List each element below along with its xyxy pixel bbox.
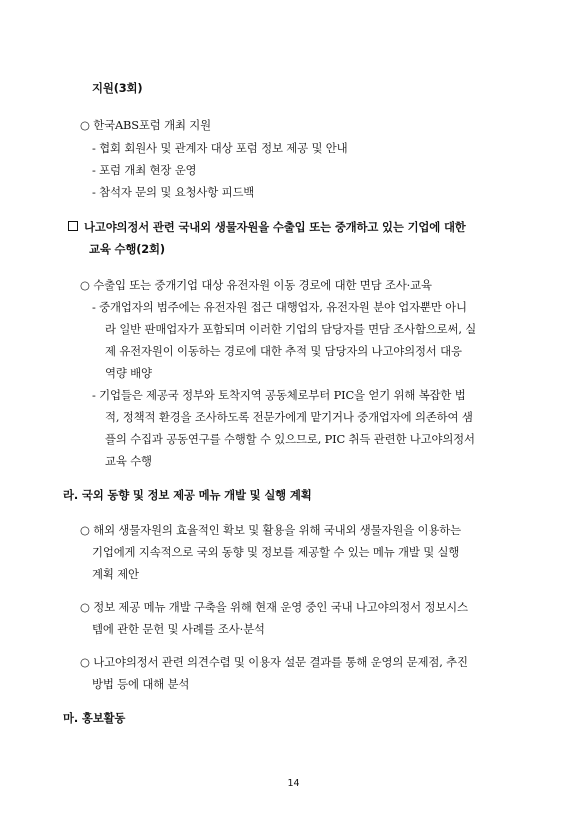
bullet-item-cont: 방법 등에 대해 분석 [92, 677, 190, 691]
dash-item: - 중개업자의 범주에는 유전자원 접근 대행업자, 유전자원 분야 업자뿐만 아니 [92, 300, 467, 314]
dash-item-cont: 라 일반 판매업자가 포함되며 이러한 기업의 담당자를 면담 조사함으로써, 실 [105, 322, 477, 336]
square-heading-cont: 교육 수행(2회) [89, 242, 165, 256]
dash-item-cont: 제 유전자원이 이동하는 경로에 대한 추적 및 담당자의 나고야의정서 대응 [105, 344, 462, 358]
bullet-item: ○ 수출입 또는 중개기업 대상 유전자원 이동 경로에 대한 면담 조사·교육 [80, 278, 432, 292]
dash-item: - 포럼 개최 현장 운영 [92, 163, 197, 177]
dash-item-cont: 적, 정책적 환경을 조사하도록 전문가에게 맡기거나 중개업자에 의존하여 샘 [105, 410, 473, 424]
dash-item-cont: 역량 배양 [105, 366, 152, 380]
bullet-item-cont: 계획 제안 [92, 567, 139, 581]
dash-item: - 참석자 문의 및 요청사항 피드백 [92, 185, 255, 199]
bullet-item-cont: 기업에게 지속적으로 국외 동향 및 정보를 제공할 수 있는 메뉴 개발 및 실행 [92, 545, 460, 559]
bullet-item: ○ 해외 생물자원의 효율적인 확보 및 활용을 위해 국내외 생물자원을 이용하는 [80, 523, 461, 537]
square-heading: 나고야의정서 관련 국내외 생물자원을 수출입 또는 중개하고 있는 기업에 대한 [68, 219, 466, 235]
checkbox-square-icon [68, 221, 78, 231]
page-number: 14 [287, 778, 300, 789]
bullet-item: ○ 한국ABS포럼 개최 지원 [80, 118, 211, 132]
section-heading-continued: 지원(3회) [92, 81, 143, 95]
bullet-item: ○ 정보 제공 메뉴 개발 구축을 위해 현재 운영 중인 국내 나고야의정서 정보시스 [80, 600, 468, 614]
section-heading: 라. 국외 동향 및 정보 제공 메뉴 개발 및 실행 계획 [63, 488, 312, 502]
section-heading: 마. 홍보활동 [63, 711, 126, 725]
bullet-item: ○ 나고야의정서 관련 의견수렴 및 이용자 설문 결과를 통해 운영의 문제점, 추진 [80, 655, 468, 669]
dash-item: - 협회 회원사 및 관계자 대상 포럼 정보 제공 및 안내 [92, 141, 348, 155]
dash-item: - 기업들은 제공국 정부와 토착지역 공동체로부터 PIC을 얻기 위해 복잡한 법 [92, 388, 466, 402]
bullet-item-cont: 템에 관한 문헌 및 사례를 조사·분석 [92, 622, 265, 636]
dash-item-cont: 교육 수행 [105, 454, 152, 468]
dash-item-cont: 플의 수집과 공동연구를 수행할 수 있으므로, PIC 취득 관련한 나고야의정서 [105, 432, 475, 446]
